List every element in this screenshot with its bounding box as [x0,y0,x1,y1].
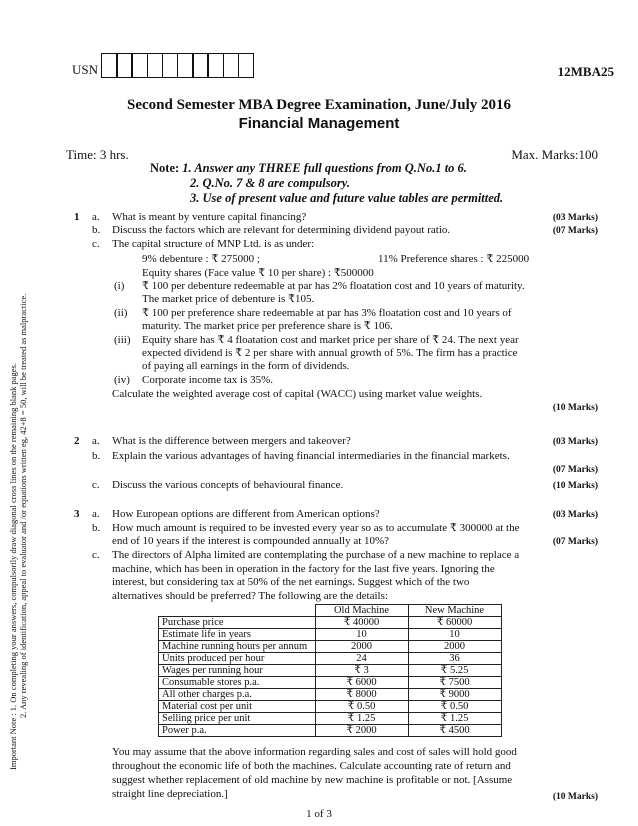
q1c-text: The capital structure of MNP Ltd. is as under: [112,238,315,250]
q3c-label: c. [92,549,100,561]
q3b-line1: How much amount is required to be invested every year so as to accumulate ₹ 300000 at the [112,522,520,534]
q3b-marks: (07 Marks) [552,537,598,547]
table-cell: 24 [315,653,408,665]
q1c-label: c. [92,238,100,250]
note-label: Note: [150,161,180,175]
q1c-iii-line2: expected dividend is ₹ 2 per share with annual growth of 5%. The firm has a practice [142,347,518,359]
usn-box [147,53,164,78]
q3b-label: b. [92,522,101,534]
q1c-debenture: 9% debenture : ₹ 275000 ; [142,253,260,265]
q2c-text: Discuss the various concepts of behavioural finance. [112,479,344,491]
table-row [159,725,502,737]
table-cell: Consumable stores p.a. [159,677,316,689]
table-header-cell: Old Machine [315,605,408,617]
note-3: 3. Use of present value and future value tables are permitted. [190,191,504,205]
q1a-label: a. [92,211,100,223]
q1c-i-label: (i) [114,280,125,292]
q2b-marks: (07 Marks) [552,465,598,475]
table-header-cell: New Machine [408,605,501,617]
table-cell: Wages per running hour [159,665,316,677]
table-header-cell [159,605,316,617]
q3c-after-line3: suggest whether replacement of old machine by new machine is profitable or not. [Assume [112,774,513,786]
usn-label: USN [72,62,99,77]
table-cell: ₹ 60000 [408,617,501,629]
q1c-calc: Calculate the weighted average cost of capital (WACC) using market value weights. [112,388,483,400]
q1a-marks: (03 Marks) [552,213,598,223]
table-cell: 10 [408,629,501,641]
table-cell: Selling price per unit [159,713,316,725]
note-2: 2. Q.No. 7 & 8 are compulsory. [190,176,350,190]
q2b-label: b. [92,450,101,462]
table-cell: ₹ 5.25 [408,665,501,677]
q1c-iii-line1: Equity share has ₹ 4 floatation cost and market price per share of ₹ 24. The next year [142,334,519,346]
q1c-iv-line1: Corporate income tax is 35%. [142,374,274,386]
q1c-iii-label: (iii) [114,334,131,346]
q3c-after-line1: You may assume that the above information regarding sales and cost of sales will hold good [112,746,517,758]
q2-number: 2 [74,435,80,447]
usn-box [162,53,179,78]
q2a-marks: (03 Marks) [552,437,598,447]
table-cell: 2000 [315,641,408,653]
table-cell: Units produced per hour [159,653,316,665]
table-cell: ₹ 1.25 [408,713,501,725]
usn-box [207,53,224,78]
q3-number: 3 [74,508,80,520]
max-marks: Max. Marks:100 [511,147,598,162]
table-cell: ₹ 0.50 [315,701,408,713]
table-cell: 36 [408,653,501,665]
q1c-iii-line3: of paying all earnings in the form of dividends. [142,360,350,372]
instructions [150,161,503,206]
q2a-text: What is the difference between mergers and takeover? [112,435,351,447]
q3c-after-line4: straight line depreciation.] [112,788,228,800]
side-note [0,180,28,780]
table-cell: ₹ 4500 [408,725,501,737]
q3c-after-line2: throughout the economic life of both the machines. Calculate accounting rate of return and [112,760,511,772]
usn-box [223,53,240,78]
q1c-i-line2: The market price of debenture is ₹105. [142,293,315,305]
q3c-line3: interest, but considering tax at 50% of the net earnings. Suggest which of the two [112,576,470,588]
q3c-marks: (10 Marks) [552,792,598,802]
q3a-text: How European options are different from American options? [112,508,380,520]
table-row [159,617,502,629]
table-cell: Machine running hours per annum [159,641,316,653]
q2a-label: a. [92,435,100,447]
subject-title: Financial Management [238,115,400,132]
table-cell: ₹ 40000 [315,617,408,629]
q1-number: 1 [74,211,80,223]
usn-box [116,53,133,78]
q2c-label: c. [92,479,100,491]
q3c-line2: machine, which has been in operation in the factory for the last five years. Ignoring the [112,563,495,575]
usn-boxes [101,53,253,78]
table-row [159,689,502,701]
table-header-row [159,605,502,617]
table-cell: All other charges p.a. [159,689,316,701]
table-cell: ₹ 2000 [315,725,408,737]
q1c-ii-line1: ₹ 100 per preference share redeemable at par has 3% floatation cost and 10 years of [142,307,512,319]
q1b-marks: (07 Marks) [552,226,598,236]
q1b-text: Discuss the factors which are relevant for determining dividend payout ratio. [112,224,451,236]
table-row [159,629,502,641]
machine-comparison-table [158,604,502,737]
table-row [159,653,502,665]
table-cell: ₹ 1.25 [315,713,408,725]
q1c-marks: (10 Marks) [552,403,598,413]
table-cell: 2000 [408,641,501,653]
table-cell: ₹ 0.50 [408,701,501,713]
table-row [159,677,502,689]
q1c-iv-label: (iv) [114,374,130,386]
table-cell: Estimate life in years [159,629,316,641]
note-1: 1. Answer any THREE full questions from Q.No.1 to 6. [182,161,467,175]
q1c-i-line1: ₹ 100 per debenture redeemable at par has 2% floatation cost and 10 years of maturity. [142,280,525,292]
time-allowed: Time: 3 hrs. [66,147,129,162]
q2b-text: Explain the various advantages of having financial intermediaries in the financial markets. [112,450,510,462]
q1c-ii-label: (ii) [114,307,128,319]
q1c-equity: Equity shares (Face value ₹ 10 per share) : ₹500000 [142,267,374,279]
q3c-line4: alternatives should be preferred? The following are the details: [112,590,388,602]
usn-box [101,53,118,78]
table-cell: Power p.a. [159,725,316,737]
q1c-ii-line2: maturity. The market price per preference share is ₹ 106. [142,320,393,332]
table-cell: Purchase price [159,617,316,629]
table-cell: ₹ 9000 [408,689,501,701]
table-row [159,665,502,677]
usn-box [192,53,209,78]
side-note-line-1: Important Note : 1. On completing your answers, compulsorily draw diagonal cross lines on the remaining blank pages. [8,363,18,770]
q3a-label: a. [92,508,100,520]
side-note-line-2: 2. Any revealing of identification, appeal to evaluator and /or equations written eg, 42+8 = 50, will be treated as malpractice. [18,293,28,718]
table-cell: Material cost per unit [159,701,316,713]
table-cell: 10 [315,629,408,641]
q3a-marks: (03 Marks) [552,510,598,520]
table-cell: ₹ 3 [315,665,408,677]
page-number: 1 of 3 [306,808,332,820]
table-cell: ₹ 8000 [315,689,408,701]
table-row [159,641,502,653]
q1b-label: b. [92,224,101,236]
usn-box [238,53,255,78]
table-cell: ₹ 7500 [408,677,501,689]
exam-title: Second Semester MBA Degree Examination, June/July 2016 [126,97,512,113]
q3c-line1: The directors of Alpha limited are contemplating the purchase of a new machine to replace a [112,549,520,561]
q3b-line2: end of 10 years if the interest is compounded annually at 10%? [112,535,390,547]
usn-box [177,53,194,78]
paper-code: 12MBA25 [557,64,614,79]
q1a-text: What is meant by venture capital financing? [112,211,307,223]
table-row [159,713,502,725]
q1c-preference: 11% Preference shares : ₹ 225000 [378,253,530,265]
table-cell: ₹ 6000 [315,677,408,689]
table-row [159,701,502,713]
usn-box [131,53,148,78]
q2c-marks: (10 Marks) [552,481,598,491]
